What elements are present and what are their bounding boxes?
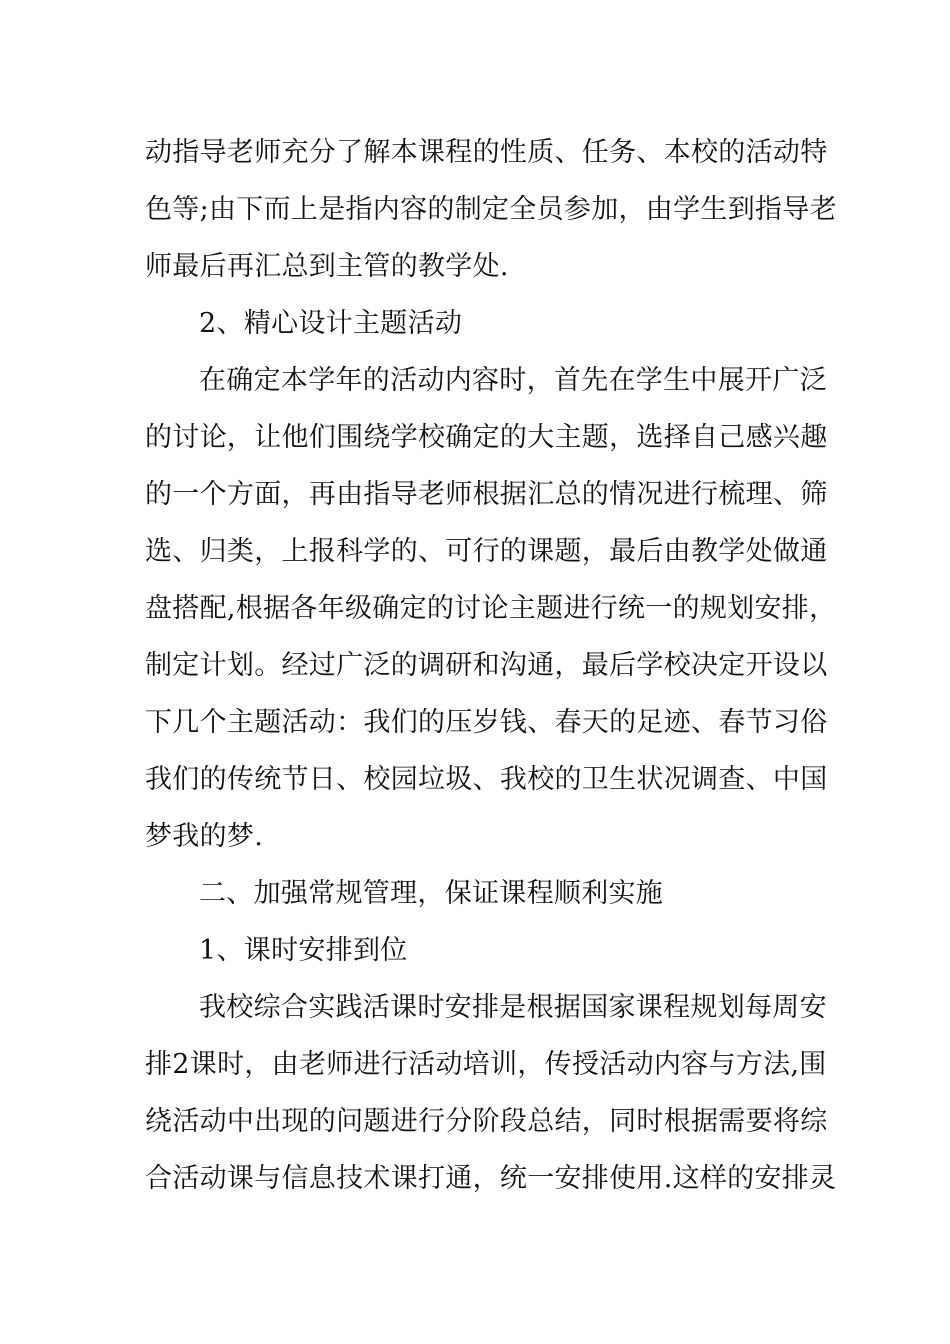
paragraph-line: 盘搭配,根据各年级确定的讨论主题进行统一的规划安排，: [145, 593, 837, 624]
subsection-heading: 1、课时安排到位: [199, 935, 408, 966]
paragraph-line: 下几个主题活动：我们的压岁钱、春天的足迹、春节习俗: [145, 707, 828, 738]
section-heading: 二、加强常规管理，保证课程顺利实施: [199, 878, 664, 909]
paragraph-line: 梦我的梦.: [145, 821, 264, 852]
paragraph-line: 排2课时，由老师进行活动培训，传授活动内容与方法,围: [145, 1049, 827, 1080]
paragraph-line: 动指导老师充分了解本课程的性质、任务、本校的活动特: [145, 137, 828, 168]
paragraph-line: 在确定本学年的活动内容时，首先在学生中展开广泛: [199, 365, 827, 396]
paragraph-line: 的一个方面，再由指导老师根据汇总的情况进行梳理、筛: [145, 479, 828, 510]
paragraph-line: 师最后再汇总到主管的教学处.: [145, 251, 509, 282]
paragraph-line: 选、归类，上报科学的、可行的课题，最后由教学处做通: [145, 536, 828, 567]
paragraph-line: 的讨论，让他们围绕学校确定的大主题，选择自己感兴趣: [145, 422, 828, 453]
paragraph-line: 绕活动中出现的问题进行分阶段总结，同时根据需要将综: [145, 1106, 828, 1137]
paragraph-line: 制定计划。经过广泛的调研和沟通，最后学校决定开设以: [145, 650, 828, 681]
paragraph-line: 色等;由下而上是指内容的制定全员参加，由学生到指导老: [145, 194, 837, 225]
section-heading: 2、精心设计主题活动: [199, 308, 463, 339]
paragraph-line: 我校综合实践活课时安排是根据国家课程规划每周安: [199, 992, 827, 1023]
paragraph-line: 合活动课与信息技术课打通，统一安排使用.这样的安排灵: [145, 1163, 837, 1194]
paragraph-line: 我们的传统节日、校园垃圾、我校的卫生状况调查、中国: [145, 764, 828, 795]
